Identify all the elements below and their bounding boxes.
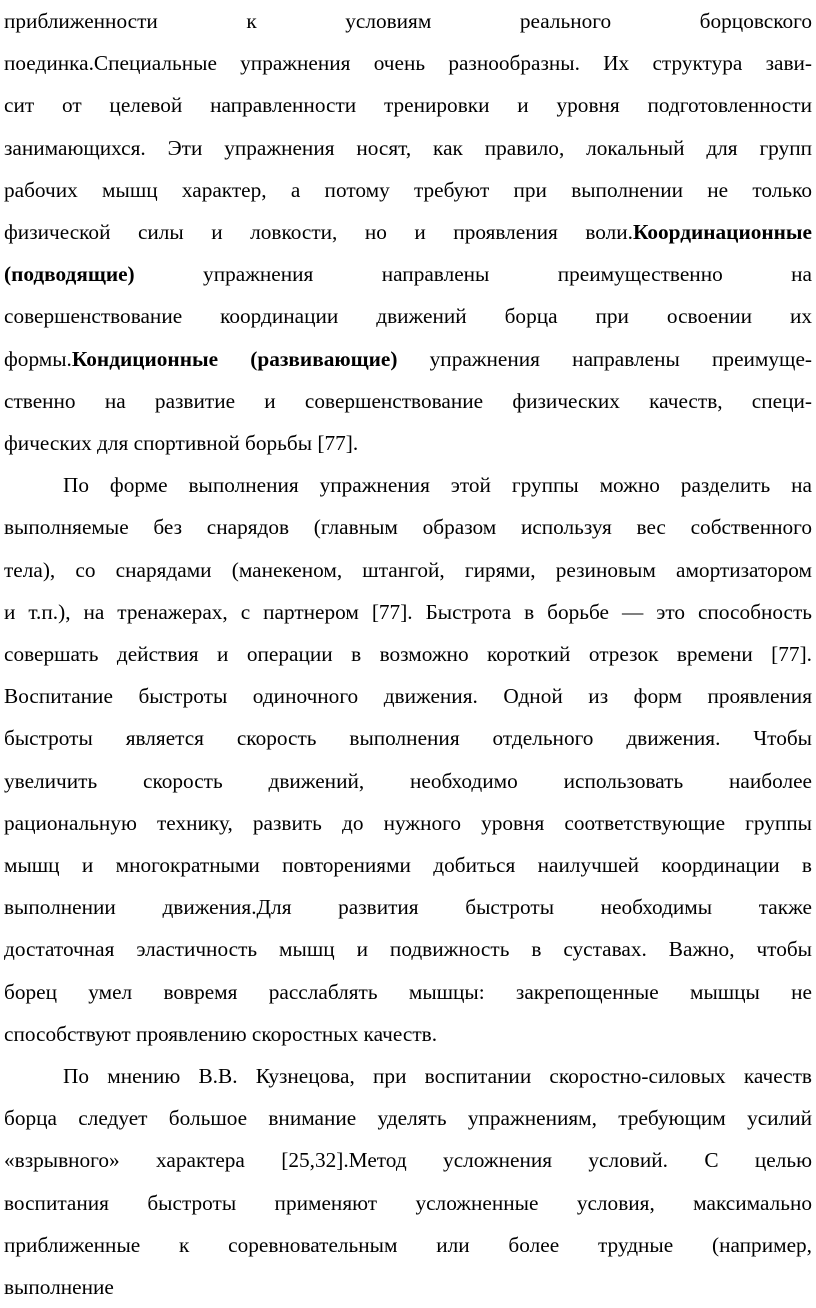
text-segment: мышц и многократными повторениями добиться наилучшей координации в: [4, 853, 812, 877]
text-line: [4, 0, 812, 42]
text-segment: увеличить скорость движений, необходимо использовать наиболее: [4, 768, 812, 793]
bold-term: Кондиционные (развивающие): [71, 346, 398, 371]
text-segment: формы.: [4, 346, 72, 371]
text-segment: упражнения направлены преимуще-: [397, 346, 812, 371]
text-line: [4, 1097, 812, 1139]
text-segment: Воспитание быстроты одиночного движения. Одной из форм проявления: [4, 684, 812, 709]
text-line: [4, 422, 812, 464]
text-line: [4, 717, 812, 759]
text-line: [4, 253, 812, 295]
text-segment: физической силы и ловкости, но и проявления воли.: [4, 220, 633, 244]
text-segment: рабочих мышц характер, а потому требуют при выполнении не только: [4, 177, 812, 202]
text-line: [4, 1266, 812, 1308]
text-segment: ственно на развитие и совершенствование физических качеств, специ-: [4, 388, 812, 413]
text-line: [4, 211, 812, 253]
text-segment: занимающихся. Эти упражнения носят, как правило, локальный для групп: [4, 135, 812, 160]
text-segment: По мнению В.В. Кузнецова, при воспитании скоростно-силовых качеств: [63, 1064, 812, 1088]
text-line: [63, 1055, 812, 1097]
text-segment: По форме выполнения упражнения этой группы можно разделить на: [63, 473, 812, 498]
text-line: [4, 169, 812, 211]
text-segment: выполняемые без снарядов (главным образом используя вес собственного: [4, 515, 812, 540]
text-line: [4, 127, 812, 169]
text-segment: поединка.Специальные упражнения очень разнообразны. Их структура зави-: [4, 51, 812, 76]
text-segment: и т.п.), на тренажерах, с партнером [77]. Быстрота в борьбе — это способность: [4, 599, 812, 624]
text-line: [4, 802, 812, 844]
text-line: [4, 549, 812, 591]
text-line: [4, 1224, 812, 1266]
text-segment: борец умел вовремя расслаблять мышцы: закрепощенные мышцы не: [4, 979, 812, 1004]
text-line: [4, 1182, 812, 1224]
text-line: [4, 971, 812, 1013]
bold-term: Координационные: [632, 220, 812, 244]
text-line: [4, 760, 812, 802]
text-line: [4, 886, 812, 928]
text-segment: совершенствование координации движений борца при освоении их: [4, 304, 812, 329]
bold-term: (подводящие): [4, 262, 135, 287]
text-segment: приближенности к условиям реального борцовского: [4, 9, 812, 33]
text-segment: способствуют проявлению скоростных качеств.: [4, 1021, 438, 1046]
text-segment: достаточная эластичность мышц и подвижность в суставах. Важно, чтобы: [4, 937, 812, 962]
text-line: [4, 84, 812, 126]
text-line: [63, 464, 812, 506]
text-line: [4, 380, 812, 422]
text-line: [4, 633, 812, 675]
text-segment: «взрывного» характера [25,32].Метод усложнения условий. С целью: [4, 1148, 812, 1173]
text-segment: тела), со снарядами (манекеном, штангой, гирями, резиновым амортизатором: [4, 557, 812, 582]
text-segment: фических для спортивной борьбы [77].: [4, 431, 359, 455]
text-line: [4, 591, 812, 633]
text-segment: совершать действия и операции в возможно короткий отрезок времени [77].: [4, 642, 812, 666]
text-segment: выполнение: [4, 1275, 114, 1299]
text-line: [4, 338, 812, 380]
text-line: [4, 844, 812, 886]
text-segment: упражнения направлены преимущественно на: [134, 262, 812, 287]
text-line: [4, 295, 812, 337]
text-segment: приближенные к соревновательным или более трудные (например,: [4, 1232, 812, 1257]
text-segment: быстроты является скорость выполнения отдельного движения. Чтобы: [4, 726, 812, 751]
text-line: [4, 506, 812, 548]
text-line: [4, 928, 812, 970]
text-segment: воспитания быстроты применяют усложненные условия, максимально: [4, 1190, 812, 1215]
text-line: [4, 42, 812, 84]
text-segment: рациональную технику, развить до нужного уровня соответствующие группы: [4, 810, 812, 835]
text-line: [4, 675, 812, 717]
text-segment: сит от целевой направленности тренировки и уровня подготовленности: [4, 93, 812, 118]
text-segment: выполнении движения.Для развития быстроты необходимы также: [4, 895, 812, 920]
text-line: [4, 1139, 812, 1181]
text-segment: борца следует большое внимание уделять упражнениям, требующим усилий: [4, 1106, 812, 1131]
text-line: [4, 1013, 812, 1055]
